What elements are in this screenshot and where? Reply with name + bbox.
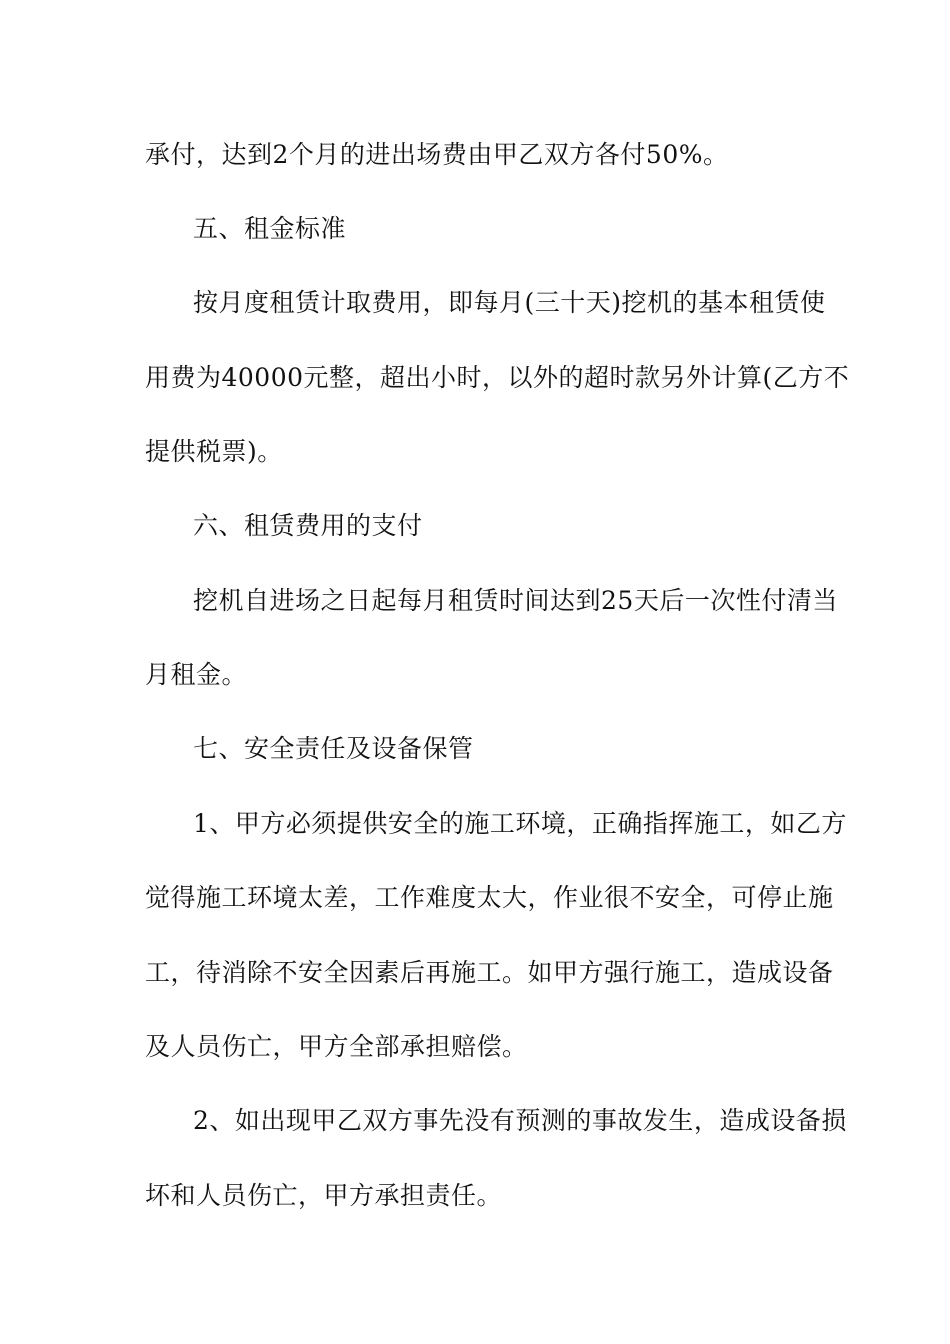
section-heading-safety: 七、安全责任及设备保管 <box>193 734 474 763</box>
section-heading-rent-standard: 五、租金标准 <box>193 214 347 243</box>
paragraph-line: 提供税票)。 <box>145 437 283 466</box>
paragraph-line: 2、如出现甲乙双方事先没有预测的事故发生，造成设备损 <box>193 1106 847 1135</box>
paragraph-line: 工，待消除不安全因素后再施工。如甲方强行施工，造成设备 <box>145 958 834 987</box>
paragraph-line: 挖机自进场之日起每月租赁时间达到25天后一次性付清当 <box>193 586 838 615</box>
paragraph-line: 用费为40000元整，超出小时，以外的超时款另外计算(乙方不 <box>145 363 850 392</box>
paragraph-line: 觉得施工环境太差，工作难度太大，作业很不安全，可停止施 <box>145 883 834 912</box>
paragraph-line: 月租金。 <box>145 660 248 689</box>
paragraph-line: 承付，达到2个月的进出场费由甲乙双方各付50%。 <box>145 140 729 169</box>
section-heading-payment: 六、租赁费用的支付 <box>193 511 423 540</box>
paragraph-line: 及人员伤亡，甲方全部承担赔偿。 <box>145 1032 528 1061</box>
paragraph-line: 按月度租赁计取费用，即每月(三十天)挖机的基本租赁使 <box>193 288 826 317</box>
paragraph-line: 坏和人员伤亡，甲方承担责任。 <box>145 1181 503 1210</box>
paragraph-line: 1、甲方必须提供安全的施工环境，正确指挥施工，如乙方 <box>193 809 847 838</box>
